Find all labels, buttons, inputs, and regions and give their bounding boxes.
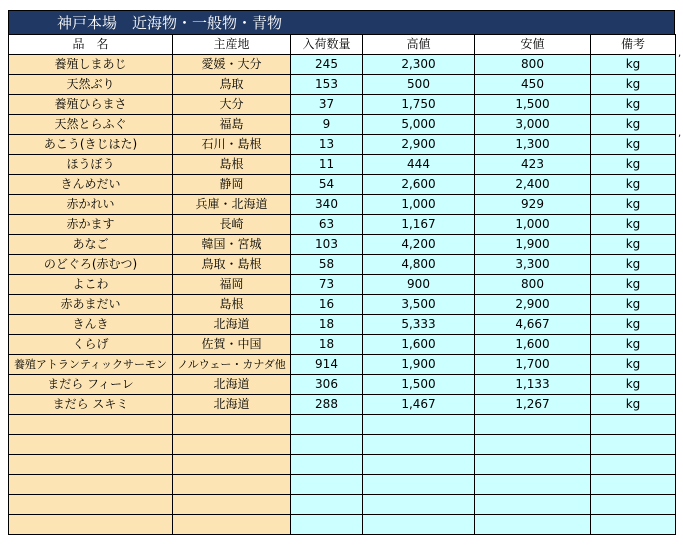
cell-item-name[interactable]: くらげ [9,335,173,355]
cell-origin[interactable]: 大分 [173,95,291,115]
cell-quantity[interactable]: 9 [291,115,363,135]
table-row [9,115,676,135]
cell-low-price[interactable]: 1,600 [475,335,591,355]
spreadsheet [8,10,675,535]
cell-low-price[interactable]: 3,000 [475,115,591,135]
table-row [9,415,676,435]
cell-quantity[interactable]: 16 [291,295,363,315]
header-high-price[interactable]: 高値 [363,35,475,55]
cell-item-name[interactable]: ほうぼう [9,155,173,175]
cell-origin[interactable]: 鳥取 [173,75,291,95]
cell-high-price[interactable]: 2,600 [363,175,475,195]
table-row [9,135,676,155]
cell-item-name[interactable]: あこう(きじはた) [9,135,173,155]
table-row [9,75,676,95]
cell-remarks[interactable]: kg [591,195,676,215]
cell-high-price[interactable]: 500 [363,75,475,95]
cell-item-name[interactable]: よこわ [9,275,173,295]
table-row [9,455,676,475]
cell-high-price[interactable]: 1,000 [363,195,475,215]
cell-remarks[interactable]: kg [591,255,676,275]
cell-remarks[interactable] [591,415,676,435]
cell-low-price[interactable] [475,435,591,455]
cell-item-name[interactable]: のどぐろ(赤むつ) [9,255,173,275]
cell-low-price[interactable]: 1,133 [475,375,591,395]
cell-remarks[interactable]: kg [591,75,676,95]
cell-origin[interactable]: 北海道 [173,315,291,335]
table-row [9,395,676,415]
cell-item-name[interactable]: あなご [9,235,173,255]
cell-quantity[interactable]: 58 [291,255,363,275]
cell-high-price[interactable]: 1,600 [363,335,475,355]
cell-item-name[interactable]: 養殖ひらまさ [9,95,173,115]
cell-quantity[interactable]: 103 [291,235,363,255]
table-row [9,335,676,355]
cell-high-price[interactable] [363,515,475,535]
cell-item-name[interactable]: きんめだい [9,175,173,195]
cell-remarks[interactable]: kg [591,215,676,235]
cell-item-name[interactable]: 天然ぶり [9,75,173,95]
header-origin[interactable]: 主産地 [173,35,291,55]
cell-high-price[interactable]: 1,467 [363,395,475,415]
table-row [9,175,676,195]
cell-item-name[interactable]: 養殖しまあじ [9,55,173,75]
table-row [9,355,676,375]
cell-remarks[interactable]: kg [591,55,676,75]
cell-high-price[interactable]: 2,300 [363,55,475,75]
cell-quantity[interactable] [291,475,363,495]
cell-quantity[interactable]: 63 [291,215,363,235]
cell-item-name[interactable]: 赤かます [9,215,173,235]
table-row [9,255,676,275]
cell-origin[interactable] [173,515,291,535]
cell-low-price[interactable]: 450 [475,75,591,95]
table-row [9,495,676,515]
cell-remarks[interactable]: kg [591,175,676,195]
table-row [9,55,676,75]
cell-low-price[interactable]: 4,667 [475,315,591,335]
cell-remarks[interactable] [591,475,676,495]
cell-item-name[interactable] [9,475,173,495]
table-row [9,195,676,215]
cell-remarks[interactable] [591,495,676,515]
cell-low-price[interactable]: 1,500 [475,95,591,115]
cell-origin[interactable]: 長崎 [173,215,291,235]
cell-remarks[interactable] [591,515,676,535]
cell-quantity[interactable]: 11 [291,155,363,175]
cell-remarks[interactable]: kg [591,275,676,295]
cell-quantity[interactable]: 37 [291,95,363,115]
cell-quantity[interactable]: 914 [291,355,363,375]
cell-remarks[interactable]: kg [591,335,676,355]
cell-quantity[interactable]: 288 [291,395,363,415]
sheet-title: 神戸本場 近海物・一般物・青物 [8,10,675,34]
cell-item-name[interactable]: まだら フィーレ [9,375,173,395]
cell-high-price[interactable] [363,415,475,435]
cell-quantity[interactable] [291,435,363,455]
cell-item-name[interactable]: まだら スキミ [9,395,173,415]
cell-item-name[interactable]: 赤あまだい [9,295,173,315]
price-table [8,34,676,535]
cell-high-price[interactable] [363,495,475,515]
cell-low-price[interactable] [475,515,591,535]
cell-item-name[interactable] [9,415,173,435]
cell-item-name[interactable]: 天然とらふぐ [9,115,173,135]
cell-item-name[interactable] [9,495,173,515]
cell-remarks[interactable]: kg [591,135,676,155]
cell-low-price[interactable]: 3,300 [475,255,591,275]
cell-high-price[interactable]: 4,800 [363,255,475,275]
cell-origin[interactable]: 韓国・宮城 [173,235,291,255]
header-remarks[interactable]: 備考 [591,35,676,55]
cell-origin[interactable] [173,435,291,455]
cell-high-price[interactable] [363,435,475,455]
cell-quantity[interactable]: 18 [291,315,363,335]
cell-origin[interactable] [173,415,291,435]
cell-origin[interactable]: 北海道 [173,395,291,415]
cell-quantity[interactable]: 306 [291,375,363,395]
cell-remarks[interactable]: kg [591,315,676,335]
cell-high-price[interactable] [363,475,475,495]
cell-low-price[interactable] [475,495,591,515]
cell-high-price[interactable]: 2,900 [363,135,475,155]
table-row [9,375,676,395]
table-row [9,315,676,335]
cell-origin[interactable]: 福岡 [173,275,291,295]
cell-quantity[interactable]: 73 [291,275,363,295]
cell-origin[interactable]: 北海道 [173,375,291,395]
cell-low-price[interactable] [475,455,591,475]
cell-high-price[interactable]: 444 [363,155,475,175]
cell-origin[interactable]: ノルウェー・カナダ他 [173,355,291,375]
cell-item-name[interactable] [9,515,173,535]
header-row [9,35,676,55]
cell-remarks[interactable] [591,435,676,455]
header-quantity[interactable]: 入荷数量 [291,35,363,55]
cell-high-price[interactable]: 1,167 [363,215,475,235]
cell-low-price[interactable] [475,475,591,495]
edge-mark: , [678,48,682,59]
cell-low-price[interactable]: 1,300 [475,135,591,155]
cell-high-price[interactable]: 1,750 [363,95,475,115]
cell-origin[interactable]: 石川・島根 [173,135,291,155]
cell-quantity[interactable]: 18 [291,335,363,355]
cell-quantity[interactable] [291,515,363,535]
cell-origin[interactable] [173,475,291,495]
cell-origin[interactable] [173,495,291,515]
cell-low-price[interactable]: 2,900 [475,295,591,315]
table-row [9,515,676,535]
cell-quantity[interactable] [291,415,363,435]
cell-remarks[interactable]: kg [591,395,676,415]
table-row [9,95,676,115]
cell-origin[interactable]: 静岡 [173,175,291,195]
cell-quantity[interactable] [291,495,363,515]
cell-remarks[interactable]: kg [591,355,676,375]
cell-low-price[interactable]: 2,400 [475,175,591,195]
cell-origin[interactable] [173,455,291,475]
cell-origin[interactable]: 愛媛・大分 [173,55,291,75]
cell-low-price[interactable] [475,415,591,435]
cell-item-name[interactable]: 赤かれい [9,195,173,215]
cell-quantity[interactable]: 153 [291,75,363,95]
cell-high-price[interactable]: 900 [363,275,475,295]
cell-origin[interactable]: 福島 [173,115,291,135]
cell-quantity[interactable]: 245 [291,55,363,75]
cell-low-price[interactable]: 800 [475,55,591,75]
cell-low-price[interactable]: 929 [475,195,591,215]
cell-remarks[interactable]: kg [591,155,676,175]
cell-remarks[interactable]: kg [591,115,676,135]
cell-remarks[interactable]: kg [591,95,676,115]
cell-low-price[interactable]: 800 [475,275,591,295]
cell-remarks[interactable] [591,455,676,475]
table-row [9,155,676,175]
table-row [9,295,676,315]
cell-origin[interactable]: 島根 [173,295,291,315]
cell-quantity[interactable]: 13 [291,135,363,155]
cell-high-price[interactable]: 4,200 [363,235,475,255]
cell-high-price[interactable]: 5,000 [363,115,475,135]
cell-origin[interactable]: 兵庫・北海道 [173,195,291,215]
cell-remarks[interactable]: kg [591,235,676,255]
cell-remarks[interactable]: kg [591,375,676,395]
cell-origin[interactable]: 島根 [173,155,291,175]
cell-quantity[interactable]: 54 [291,175,363,195]
table-row [9,235,676,255]
header-item-name[interactable]: 品 名 [9,35,173,55]
header-low-price[interactable]: 安値 [475,35,591,55]
cell-item-name[interactable] [9,455,173,475]
cell-item-name[interactable] [9,435,173,455]
table-row [9,275,676,295]
cell-quantity[interactable] [291,455,363,475]
cell-quantity[interactable]: 340 [291,195,363,215]
cell-low-price[interactable]: 1,700 [475,355,591,375]
cell-high-price[interactable]: 5,333 [363,315,475,335]
cell-high-price[interactable]: 3,500 [363,295,475,315]
cell-origin[interactable]: 鳥取・島根 [173,255,291,275]
cell-low-price[interactable]: 1,267 [475,395,591,415]
cell-high-price[interactable]: 1,900 [363,355,475,375]
edge-mark: , [678,128,682,139]
cell-remarks[interactable]: kg [591,295,676,315]
cell-origin[interactable]: 佐賀・中国 [173,335,291,355]
cell-low-price[interactable]: 1,000 [475,215,591,235]
cell-item-name[interactable]: きんき [9,315,173,335]
cell-high-price[interactable]: 1,500 [363,375,475,395]
table-row [9,435,676,455]
cell-low-price[interactable]: 1,900 [475,235,591,255]
cell-high-price[interactable] [363,455,475,475]
cell-item-name[interactable]: 養殖アトランティックサーモン [9,355,173,375]
table-row [9,215,676,235]
cell-low-price[interactable]: 423 [475,155,591,175]
table-row [9,475,676,495]
